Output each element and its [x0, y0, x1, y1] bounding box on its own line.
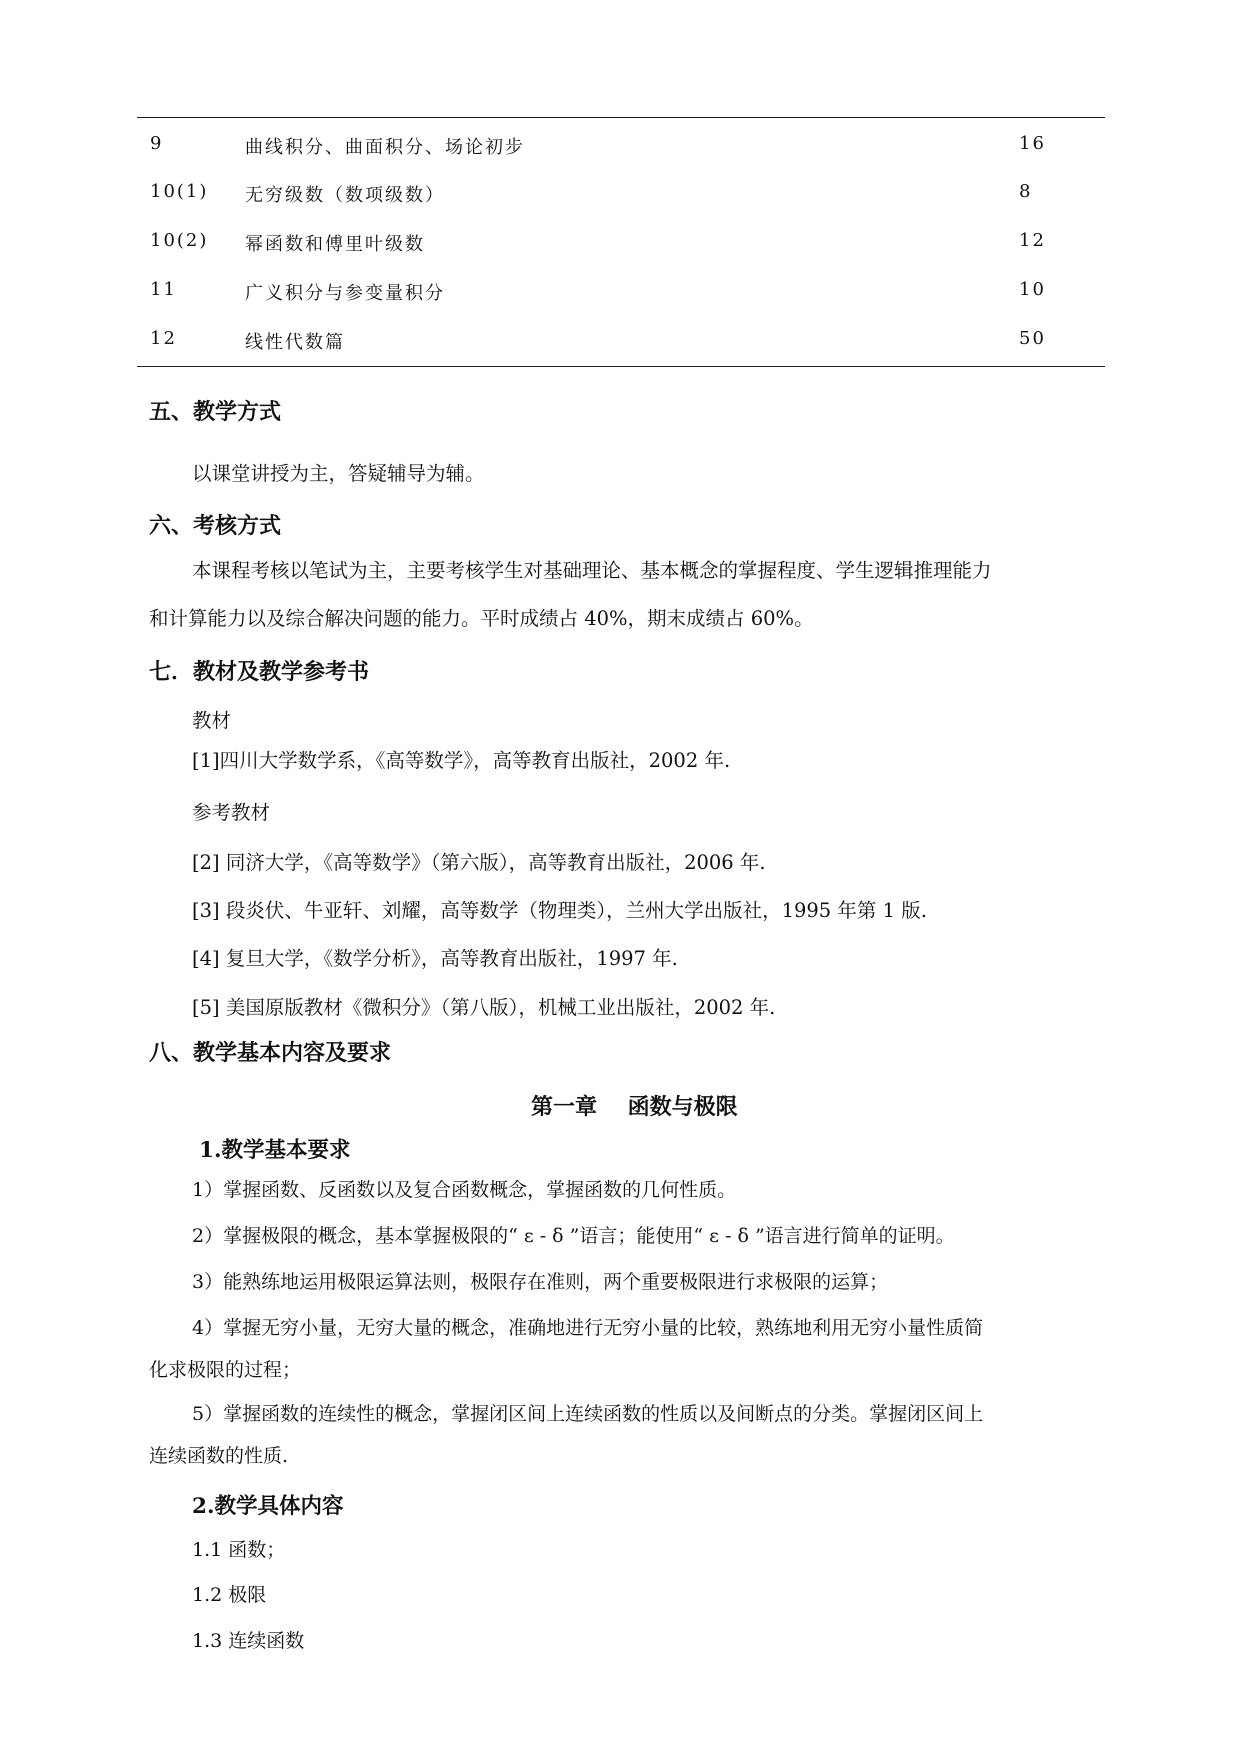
requirement-item-cont: 连续函数的性质. [149, 1445, 289, 1467]
table-cell-hours: 50 [1019, 328, 1046, 349]
table-top-rule [137, 117, 1105, 118]
table-row [137, 230, 1105, 260]
table-cell-no: 12 [150, 328, 177, 349]
section-heading: 八、教学基本内容及要求 [149, 1040, 392, 1066]
table-cell-no: 11 [150, 279, 177, 300]
paragraph: 以课堂讲授为主，答疑辅导为辅。 [192, 462, 485, 485]
table-cell-no: 10(2) [150, 230, 209, 251]
table-cell-topic: 无穷级数（数项级数） [245, 185, 445, 206]
reference-entry: [5] 美国原版教材《微积分》（第八版），机械工业出版社，2002 年. [192, 996, 776, 1019]
table-row [137, 279, 1105, 309]
content-item: 1.2 极限 [192, 1584, 267, 1606]
reference-entry: [3] 段炎伏、牛亚轩、刘耀，高等数学（物理类），兰州大学出版社，1995 年第 1 版. [192, 899, 927, 922]
paragraph-line: 和计算能力以及综合解决问题的能力。平时成绩占 40%，期末成绩占 60%。 [149, 607, 814, 630]
section-heading: 五、教学方式 [149, 399, 282, 425]
requirement-item: 4）掌握无穷小量，无穷大量的概念，准确地进行无穷小量的比较，熟练地利用无穷小量性质简 [192, 1317, 984, 1339]
subsection-heading: 1.教学基本要求 [199, 1138, 351, 1163]
requirement-item-cont: 化求极限的过程； [149, 1359, 302, 1381]
requirement-item: 1）掌握函数、反函数以及复合函数概念，掌握函数的几何性质。 [192, 1179, 737, 1201]
table-bottom-rule [137, 366, 1105, 367]
table-row [137, 133, 1105, 163]
reference-entry: [4] 复旦大学，《数学分析》，高等教育出版社，1997 年. [192, 947, 678, 970]
table-cell-topic: 广义积分与参变量积分 [245, 283, 445, 304]
table-cell-hours: 16 [1019, 133, 1046, 154]
requirement-item: 5）掌握函数的连续性的概念，掌握闭区间上连续函数的性质以及间断点的分类。掌握闭区间上 [192, 1403, 984, 1425]
section-heading: 六、考核方式 [149, 513, 282, 539]
table-row [137, 181, 1105, 211]
subsection-heading: 2.教学具体内容 [192, 1494, 344, 1519]
table-cell-topic: 线性代数篇 [245, 332, 345, 353]
requirement-item: 2）掌握极限的概念，基本掌握极限的“ ε - δ ”语言；能使用“ ε - δ ”语言进行简单的证明。 [192, 1225, 955, 1247]
table-cell-topic: 曲线积分、曲面积分、场论初步 [245, 137, 525, 158]
table-cell-hours: 8 [1019, 181, 1033, 202]
table-cell-no: 10(1) [150, 181, 209, 202]
content-item: 1.3 连续函数 [192, 1630, 305, 1652]
table-cell-hours: 12 [1019, 230, 1046, 251]
textbook-entry: [1]四川大学数学系，《高等数学》，高等教育出版社，2002 年. [192, 749, 731, 772]
content-item: 1.1 函数； [192, 1539, 286, 1561]
table-row [137, 328, 1105, 358]
textbook-label: 教材 [192, 709, 232, 732]
reference-entry: [2] 同济大学，《高等数学》（第六版），高等教育出版社，2006 年. [192, 851, 766, 874]
table-cell-topic: 幂函数和傅里叶级数 [245, 234, 425, 255]
chapter-title: 第一章 函数与极限 [531, 1094, 738, 1120]
requirement-item: 3）能熟练地运用极限运算法则，极限存在准则，两个重要极限进行求极限的运算； [192, 1271, 889, 1293]
reference-label: 参考教材 [192, 801, 271, 824]
table-cell-no: 9 [150, 133, 164, 154]
table-cell-hours: 10 [1019, 279, 1046, 300]
section-heading: 七．教材及教学参考书 [149, 659, 370, 685]
paragraph-line: 本课程考核以笔试为主，主要考核学生对基础理论、基本概念的掌握程度、学生逻辑推理能力 [192, 559, 992, 582]
